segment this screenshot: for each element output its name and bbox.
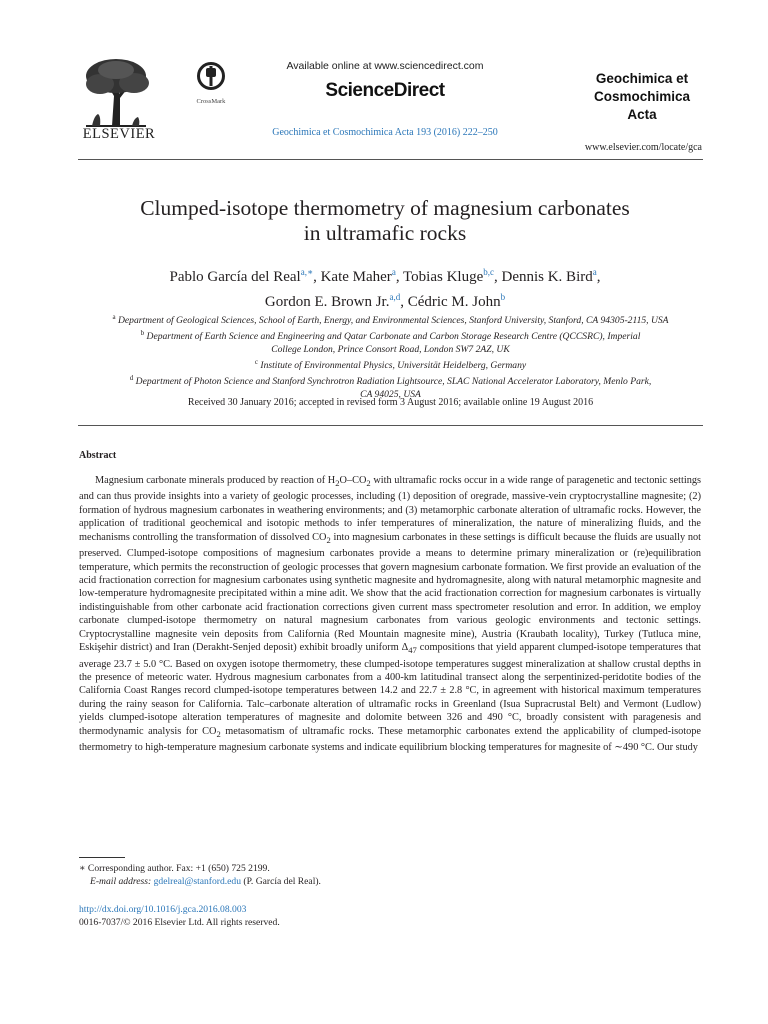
crossmark-label: CrossMark xyxy=(196,98,226,105)
author-name[interactable]: Dennis K. Bird xyxy=(501,269,593,285)
sciencedirect-logo: ScienceDirect xyxy=(325,80,445,101)
email-label: E-mail address: xyxy=(90,875,152,887)
journal-title-line3: Acta xyxy=(627,107,657,122)
journal-title-line1: Geochimica et xyxy=(595,71,689,86)
affiliation-c: $^c$ Institute of Environmental Physics, Universität Heidelberg, Germany xyxy=(254,357,527,372)
footnote-divider xyxy=(79,857,125,858)
crossmark-badge[interactable] xyxy=(193,62,229,105)
abstract-divider xyxy=(78,425,703,426)
email-line xyxy=(79,876,679,889)
journal-title-line2: Cosmochimica xyxy=(593,89,691,104)
affiliation-b: $^b$ Department of Earth Science and Engineering and Qatar Carbonate and Carbon Storage Research Centre (QCCSRC), Imperial xyxy=(140,329,641,343)
author-name[interactable]: Pablo García del Real xyxy=(169,269,301,285)
author-name[interactable]: Gordon E. Brown Jr. xyxy=(264,294,390,310)
author-name[interactable]: Cédric M. John xyxy=(407,294,501,310)
publisher-name: ELSEVIER xyxy=(82,126,156,142)
author-name[interactable]: Kate Maher xyxy=(320,269,392,285)
email-suffix: (P. García del Real). xyxy=(241,875,321,887)
available-online: Available online at www.sciencedirect.com xyxy=(286,60,484,72)
abstract-paragraph: Magnesium carbonate minerals produced by reaction of $H_2O-CO_2$ with ultramafic rocks occur in a wide range of paragenetic and tectonic settings and can thus provide insights into a variety of geologic processes, including (1) deposition of oregrade, massive-vein cryptocrystalline magnesite; (2) formation of hydrous magnesium carbonates in weathering environments; and (3) metamorphic carbonate alteration of ultramafic rocks. However, the application of traditional geochemical and isotopic methods to infer temperatures of mineralization, the nature of mineralizing fluids, and the mechanisms controlling the transformation of dissolved $CO_2$ into magnesium carbonates in these settings is difficult because the fluids are usually not preserved. Clumped-isotope compositions of magnesium carbonates provide a means to determine primary mineralization or (re)equilibration temperature, which permits the reconstruction of geologic processes that govern magnesium carbonate formation. We first provide an evaluation of the acid fractionation correction for magnesium carbonates using synthetic magnesite and hydromagnesite, along with natural metamorphic magnesite and low-temperature hydromagnesite precipitated within a mine adit. We show that the acid fractionation correction for magnesium carbonates is virtually indistinguishable from other carbonate acid fractionation corrections given current mass spectrometer resolution and error. In addition, we employ carbonate clumped-isotope thermometry on natural magnesium carbonates from various geologic environments and tectonic settings. Cryptocrystalline magnesite vein deposits from California (Red Mountain magnesite mine), Austria (Kraubath locality), Turkey (Tutluca mine, Eskişehir district) and Iran (Derakht-Senjed deposit) exhibit broadly uniform $\Delta_{47}$ compositions that yield apparent clumped-isotope temperatures that average 23.7 ± 5.0 °C. Based on oxygen isotope thermometry, these clumped-isotope temperatures suggest mineralization at shallow crustal depths in the presence of meteoric water. Hydrous magnesium carbonates from a 400-km latitudinal transect along the serpentinized-peridotite bodies of the California Coast Ranges record clumped-isotope temperatures between 14.2 and 22.7 ± 2.8 °C, in agreement with historical maximum temperatures during the rainy season for California. Talc–carbonate alteration of ultramafic rocks in Greenland (Isua Supracrustal Belt) and Vermont (Ludlow) yields clumped-isotope alteration temperatures of magnesite and dolomite between 326 and 490 °C, broadly consistent with paragenesis and thermodynamic analysis for $CO_2$ metasomatism of ultramafic rocks. These metamorphic carbonates extend the applicability of clumped-isotope thermometry to high-temperature magnesium carbonate systems and indicate equilibrium blocking temperatures for magnesite of ∼490 °C. Our study xyxy=(79,475,702,754)
doi-link[interactable]: http://dx.doi.org/10.1016/j.gca.2016.08.003 xyxy=(79,904,247,915)
journal-url[interactable]: www.elsevier.com/locate/gca xyxy=(584,142,702,153)
author-sup[interactable]: a xyxy=(391,267,396,277)
author-sup[interactable]: b,c xyxy=(483,267,494,277)
affiliation-b-cont: College London, Prince Consort Road, London SW7 2AZ, UK xyxy=(271,343,510,355)
title-line1: Clumped-isotope thermometry of magnesium carbonates xyxy=(140,196,630,220)
author-sup[interactable]: a,∗ xyxy=(300,267,314,277)
email-link[interactable]: gdelreal@stanford.edu xyxy=(153,875,242,887)
author-sup[interactable]: a xyxy=(592,267,597,277)
author-name[interactable]: Tobias Kluge xyxy=(403,269,484,285)
affiliation-d-cont: CA 94025, USA xyxy=(360,388,421,400)
affiliations xyxy=(78,311,703,401)
received-dates: Received 30 January 2016; accepted in revised form 3 August 2016; available online 19 August 2016 xyxy=(187,397,594,408)
abstract-body xyxy=(79,474,701,755)
corresponding-author: ∗ Corresponding author. Fax: +1 (650) 725 2199. xyxy=(79,863,270,874)
affiliation-a: $^a$ Department of Geological Sciences, School of Earth, Energy, and Environmental Sciences, Stanford University, Stanford, CA 94305-2115, USA xyxy=(112,313,669,327)
journal-citation[interactable]: Geochimica et Cosmochimica Acta 193 (2016) 222–250 xyxy=(272,127,498,138)
crossmark-icon xyxy=(197,62,225,92)
author-sup[interactable]: a,d xyxy=(389,292,401,302)
elsevier-tree-logo xyxy=(78,56,154,128)
article-title xyxy=(80,196,690,246)
abstract-heading: Abstract xyxy=(79,450,117,461)
affiliation-d: $^d$ Department of Photon Science and Stanford Synchrotron Radiation Lightsource, SLAC National Accelerator Laboratory, Menlo Park, xyxy=(129,374,652,388)
copyright: 0016-7037/© 2016 Elsevier Ltd. All rights reserved. xyxy=(79,916,280,928)
author-sup[interactable]: b xyxy=(500,292,506,302)
doi-block xyxy=(79,904,679,929)
header-divider xyxy=(78,159,703,160)
journal-title xyxy=(582,70,702,124)
author-list: Pablo García del Real$^{a,∗}$, Kate Maher$^a$, Tobias Kluge$^{b,c}$, Dennis K. Bird$^a$, Gordon E. Brown Jr.$^{a,d}$, Cédric M. John$^b$ xyxy=(169,267,601,310)
title-line2: in ultramafic rocks xyxy=(303,221,467,245)
footnote xyxy=(79,863,679,888)
